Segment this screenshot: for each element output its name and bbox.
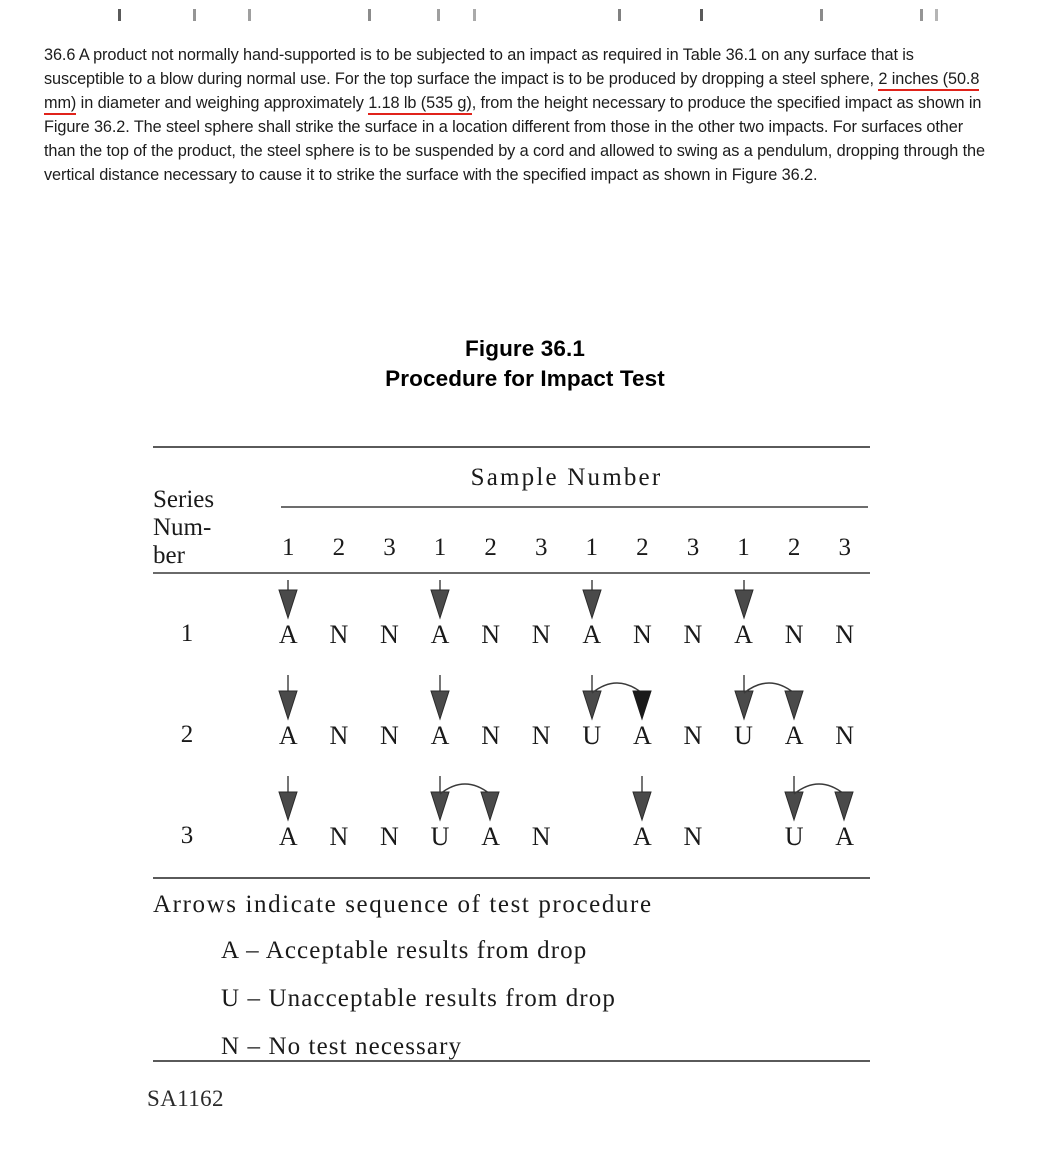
col-header-g3-c3: 3 [686, 534, 700, 561]
series-label-line-3: ber [153, 542, 185, 569]
cell-r2-g4-c3: N [835, 721, 855, 750]
col-header-g1-c3: 3 [383, 534, 396, 561]
column-group-3 [567, 534, 719, 562]
legend-item-n: N – No test necessary [221, 1033, 463, 1060]
col-header-g2-c1: 1 [433, 534, 447, 561]
cell-r2-g1-c3: N [380, 721, 399, 750]
figure-title-line-2: Procedure for Impact Test [385, 366, 665, 391]
col-header-g4-c2: 2 [787, 534, 801, 561]
paragraph-segment-2: in diameter and weighing approximately [76, 94, 369, 113]
cell-r3-g1-c1: A [278, 822, 298, 851]
impact-test-figure [153, 446, 870, 879]
cell-r2-g3-c3: N [683, 721, 703, 750]
row3-group-3 [567, 822, 719, 852]
column-header-row [263, 534, 870, 562]
body-paragraph-block [44, 43, 988, 188]
cell-r3-g1-c2: N [329, 822, 349, 851]
table-row [153, 675, 870, 776]
paragraph-segment-3: , from the height necessary to produce the specified impact as shown in Figure 36.2. The steel sphere shall strike the surface in a location different from those in the other two impacts. For surfaces other than the top of the product, the steel sphere is to be suspended by a cord and allowed to swing as a pendulum, dropping through the vertical distance necessary to cause it to strike the surface with the specified impact as shown in Figure 36.2. [44, 94, 985, 185]
cell-r3-g3-c3: N [683, 822, 703, 851]
series-number-label [153, 486, 263, 570]
row-series-label: 3 [180, 822, 194, 849]
row-cells [263, 721, 870, 751]
cell-r2-g4-c2: A [784, 721, 804, 750]
series-label-line-2: Num- [153, 514, 212, 541]
series-label-line-1: Series [153, 486, 215, 513]
cell-r1-g1-c1: A [278, 620, 298, 649]
cell-r2-g4-c1: U [734, 721, 753, 750]
highlight-sphere-diameter: 2 inches (50.8 mm) [44, 70, 979, 115]
cell-r1-g4-c2: N [784, 620, 804, 649]
cell-r3-g2-c2: A [481, 822, 500, 851]
row3-group-4 [718, 822, 870, 852]
cell-r2-g3-c2: A [632, 721, 652, 750]
column-group-2 [415, 534, 567, 562]
row2-group-2 [415, 721, 567, 751]
row3-group-2 [415, 822, 567, 852]
cell-r1-g4-c3: N [835, 620, 855, 649]
table-row [153, 776, 870, 877]
row2-group-3 [567, 721, 719, 751]
legend-item-u: U – Unacceptable results from drop [221, 985, 616, 1012]
col-header-g4-c3: 3 [838, 534, 851, 561]
cell-r1-g3-c3: N [683, 620, 703, 649]
cell-r3-g2-c3: N [531, 822, 551, 851]
figure-title-line-1: Figure 36.1 [465, 336, 585, 361]
scan-artifacts [0, 0, 1050, 34]
table-bottom-rule [153, 877, 870, 879]
col-header-g4-c1: 1 [737, 534, 750, 561]
sa-code: SA1162 [147, 1086, 224, 1111]
col-header-g2-c3: 3 [534, 534, 548, 561]
cell-r3-g4-c1 [718, 822, 769, 852]
row2-group-4 [718, 721, 870, 751]
cell-r1-g2-c1: A [430, 620, 450, 649]
cell-r2-g1-c1: A [278, 721, 298, 750]
legend-item-a: A – Acceptable results from drop [221, 937, 588, 964]
cell-r2-g1-c2: N [329, 721, 349, 750]
paragraph-segment-1: 36.6 A product not normally hand-supported is to be subjected to an impact as required in Table 36.1 on any surface that is susceptible to a blow during normal use. For the top surface the impact is to be produced by dropping a steel sphere, [44, 46, 914, 89]
table-body [153, 574, 870, 877]
highlight-sphere-weight: 1.18 lb (535 g) [368, 94, 472, 115]
paragraph-36-6 [44, 43, 988, 188]
sample-number-underline [281, 506, 868, 508]
row-series-label: 1 [180, 620, 194, 647]
cell-r3-g3-c2: A [632, 822, 652, 851]
cell-r3-g4-c2: U [784, 822, 804, 851]
cell-r2-g2-c1: A [430, 721, 450, 750]
cell-r3-g4-c3: A [835, 822, 855, 851]
row1-group-1 [263, 620, 415, 650]
col-header-g1-c1: 1 [282, 534, 295, 561]
legend-bottom-rule [153, 1060, 870, 1062]
row-cells [263, 822, 870, 852]
table-header [153, 448, 870, 572]
cell-r1-g1-c3: N [380, 620, 399, 649]
cell-r1-g3-c2: N [632, 620, 652, 649]
cell-r2-g3-c1: U [582, 721, 602, 750]
cell-r3-g1-c3: N [380, 822, 399, 851]
cell-r1-g1-c2: N [329, 620, 349, 649]
col-header-g1-c2: 2 [332, 534, 346, 561]
row2-group-1 [263, 721, 415, 751]
col-header-g3-c2: 2 [636, 534, 649, 561]
cell-r1-g4-c1: A [734, 620, 753, 649]
cell-r1-g2-c2: N [481, 620, 500, 649]
column-group-4 [718, 534, 870, 562]
row1-group-2 [415, 620, 567, 650]
col-header-g3-c1: 1 [585, 534, 599, 561]
figure-legend [153, 888, 870, 1070]
cell-r1-g3-c1: A [582, 620, 602, 649]
cell-r2-g2-c2: N [481, 721, 500, 750]
col-header-g2-c2: 2 [484, 534, 497, 561]
cell-r3-g3-c1 [567, 822, 618, 852]
column-group-1 [263, 534, 415, 562]
cell-r3-g2-c1: U [430, 822, 450, 851]
row-cells [263, 620, 870, 650]
figure-title [0, 334, 1050, 394]
cell-r1-g2-c3: N [531, 620, 551, 649]
sample-number-header: Sample Number [470, 464, 663, 491]
table-row [153, 574, 870, 675]
cell-r2-g2-c3: N [531, 721, 551, 750]
row-series-label: 2 [180, 721, 194, 748]
row1-group-3 [567, 620, 719, 650]
row1-group-4 [718, 620, 870, 650]
legend-heading: Arrows indicate sequence of test procedure [153, 891, 653, 918]
row3-group-1 [263, 822, 415, 852]
